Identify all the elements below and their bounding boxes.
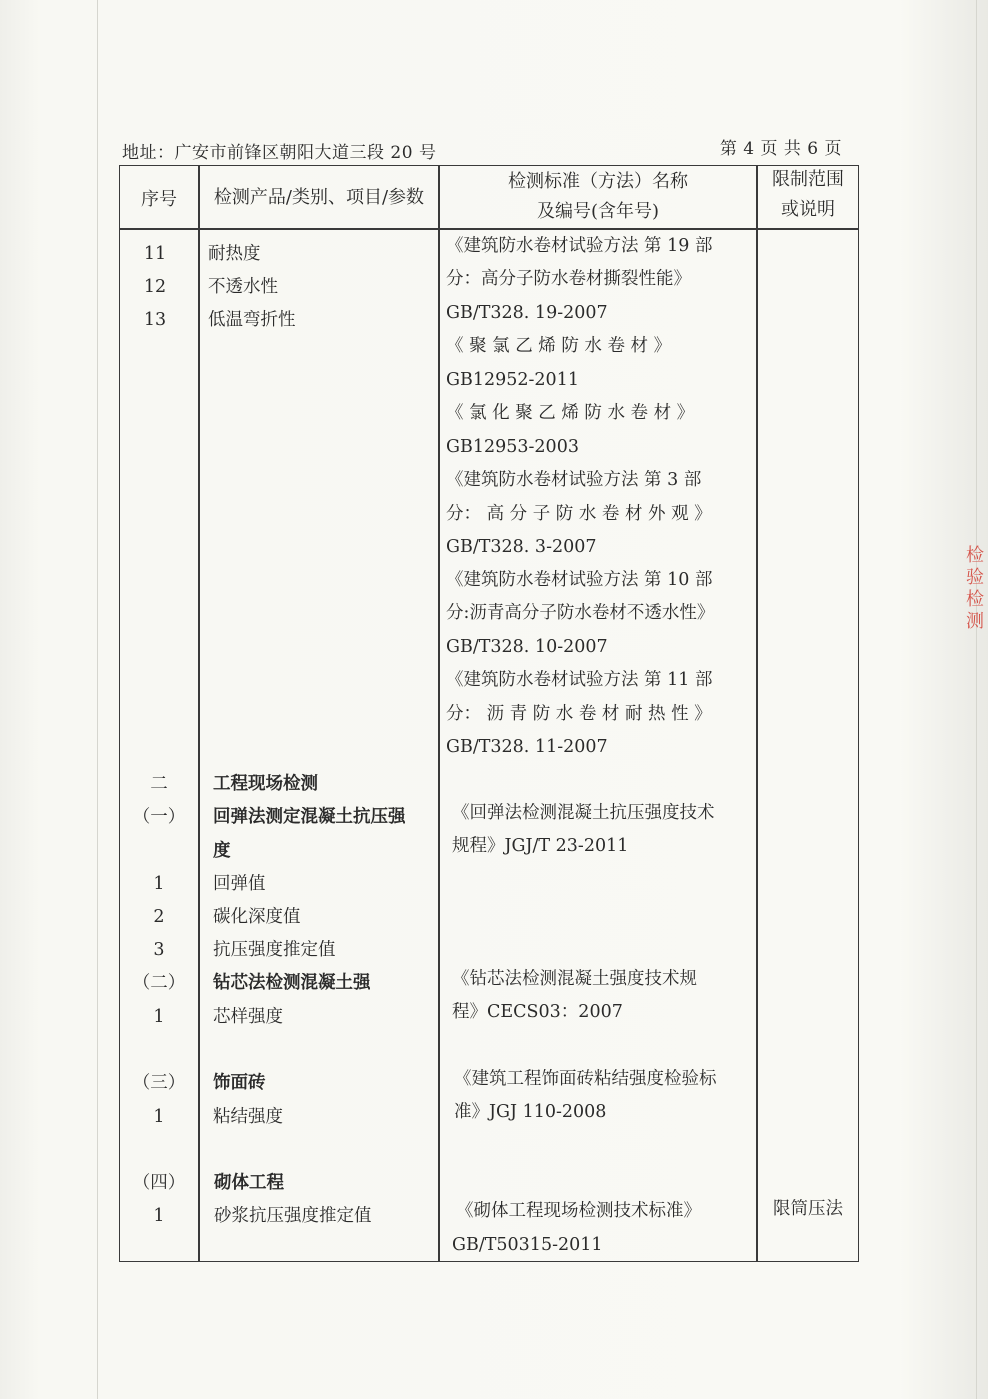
subsection-title: 回弹法测定混凝土抗压强 <box>213 807 406 827</box>
standard-line: 《建筑工程饰面砖粘结强度检验标 <box>454 1069 717 1089</box>
page-edge-left <box>97 0 98 1399</box>
row-name: 抗压强度推定值 <box>213 940 336 960</box>
standard-line: GB/T328. 19-2007 <box>446 303 608 323</box>
row-num: 1 <box>153 1007 165 1027</box>
standard-line: 《建筑防水卷材试验方法 第 3 部 <box>446 470 702 490</box>
standard-line: 程》CECS03：2007 <box>452 1002 623 1022</box>
row-name: 耐热度 <box>208 244 261 264</box>
subsection-num: （四） <box>132 1173 186 1193</box>
standard-line: GB/T50315-2011 <box>452 1235 603 1255</box>
qualification-table <box>119 165 859 1262</box>
page-header <box>122 132 842 162</box>
subsection-num: （二） <box>132 973 186 993</box>
standard-line: 《砌体工程现场检测技术标准》 <box>456 1201 701 1221</box>
standard-line: GB/T328. 11-2007 <box>446 737 608 757</box>
standard-line: 分： 沥 青 防 水 卷 材 耐 热 性 》 <box>446 704 712 724</box>
row-num: 3 <box>153 940 165 960</box>
limit-note: 限筒压法 <box>773 1199 843 1219</box>
section-num: 二 <box>150 774 168 794</box>
col-header-limit-2: 或说明 <box>781 199 835 220</box>
col-header-limit-1: 限制范围 <box>772 169 844 190</box>
standard-line: 《建筑防水卷材试验方法 第 11 部 <box>446 670 713 690</box>
subsection-num: （三） <box>132 1073 186 1093</box>
row-name: 不透水性 <box>208 277 278 297</box>
col-header-standard-2: 及编号(含年号) <box>536 201 660 222</box>
address: 地址：广安市前锋区朝阳大道三段 20 号 <box>122 143 437 163</box>
row-num: 1 <box>153 874 165 894</box>
standard-line: 《钻芯法检测混凝土强度技术规 <box>452 969 697 989</box>
row-name: 碳化深度值 <box>213 907 301 927</box>
standard-line: 分： 高 分 子 防 水 卷 材 外 观 》 <box>446 504 712 524</box>
standard-line: GB/T328. 3-2007 <box>446 537 597 557</box>
row-name: 芯样强度 <box>213 1007 283 1027</box>
subsection-title: 砌体工程 <box>214 1173 284 1193</box>
standard-line: GB12953-2003 <box>446 437 579 457</box>
subsection-title-cont: 度 <box>213 841 231 861</box>
standard-line: 规程》JGJ/T 23-2011 <box>452 836 629 856</box>
standard-line: GB12952-2011 <box>446 370 579 390</box>
row-name: 砂浆抗压强度推定值 <box>214 1206 372 1226</box>
standard-line: 《回弹法检测混凝土抗压强度技术 <box>452 803 715 823</box>
col-header-seq: 序号 <box>141 189 177 210</box>
standard-line: 分:沥青高分子防水卷材不透水性》 <box>446 603 715 623</box>
row-num: 2 <box>153 907 165 927</box>
standard-line: 准》JGJ 110-2008 <box>454 1102 607 1122</box>
row-num: 12 <box>143 277 167 297</box>
page-number: 第 4 页 共 6 页 <box>719 139 842 159</box>
row-name: 回弹值 <box>213 874 266 894</box>
section-title: 工程现场检测 <box>213 774 318 794</box>
row-num: 13 <box>143 310 167 330</box>
col-divider-1 <box>198 166 200 1261</box>
col-header-standard-1: 检测标准（方法）名称 <box>508 171 688 192</box>
standard-line: GB/T328. 10-2007 <box>446 637 608 657</box>
subsection-title: 钻芯法检测混凝土强 <box>213 973 371 993</box>
standard-line: 分：高分子防水卷材撕裂性能》 <box>446 269 691 289</box>
col-header-product: 检测产品/类别、项目/参数 <box>213 187 425 208</box>
standard-line: 《建筑防水卷材试验方法 第 19 部 <box>446 236 713 256</box>
row-num: 11 <box>143 244 167 264</box>
row-num: 1 <box>153 1107 165 1127</box>
red-seal-fragment: 检验检测 <box>966 545 984 632</box>
col-divider-2 <box>438 166 440 1261</box>
row-num: 1 <box>153 1206 165 1226</box>
row-name: 粘结强度 <box>213 1107 283 1127</box>
subsection-num: （一） <box>132 807 186 827</box>
standard-line: 《建筑防水卷材试验方法 第 10 部 <box>446 570 713 590</box>
standard-line: 《 聚 氯 乙 烯 防 水 卷 材 》 <box>446 336 672 356</box>
standard-line: 《 氯 化 聚 乙 烯 防 水 卷 材 》 <box>446 403 695 423</box>
row-name: 低温弯折性 <box>208 310 296 330</box>
subsection-title: 饰面砖 <box>213 1073 266 1093</box>
